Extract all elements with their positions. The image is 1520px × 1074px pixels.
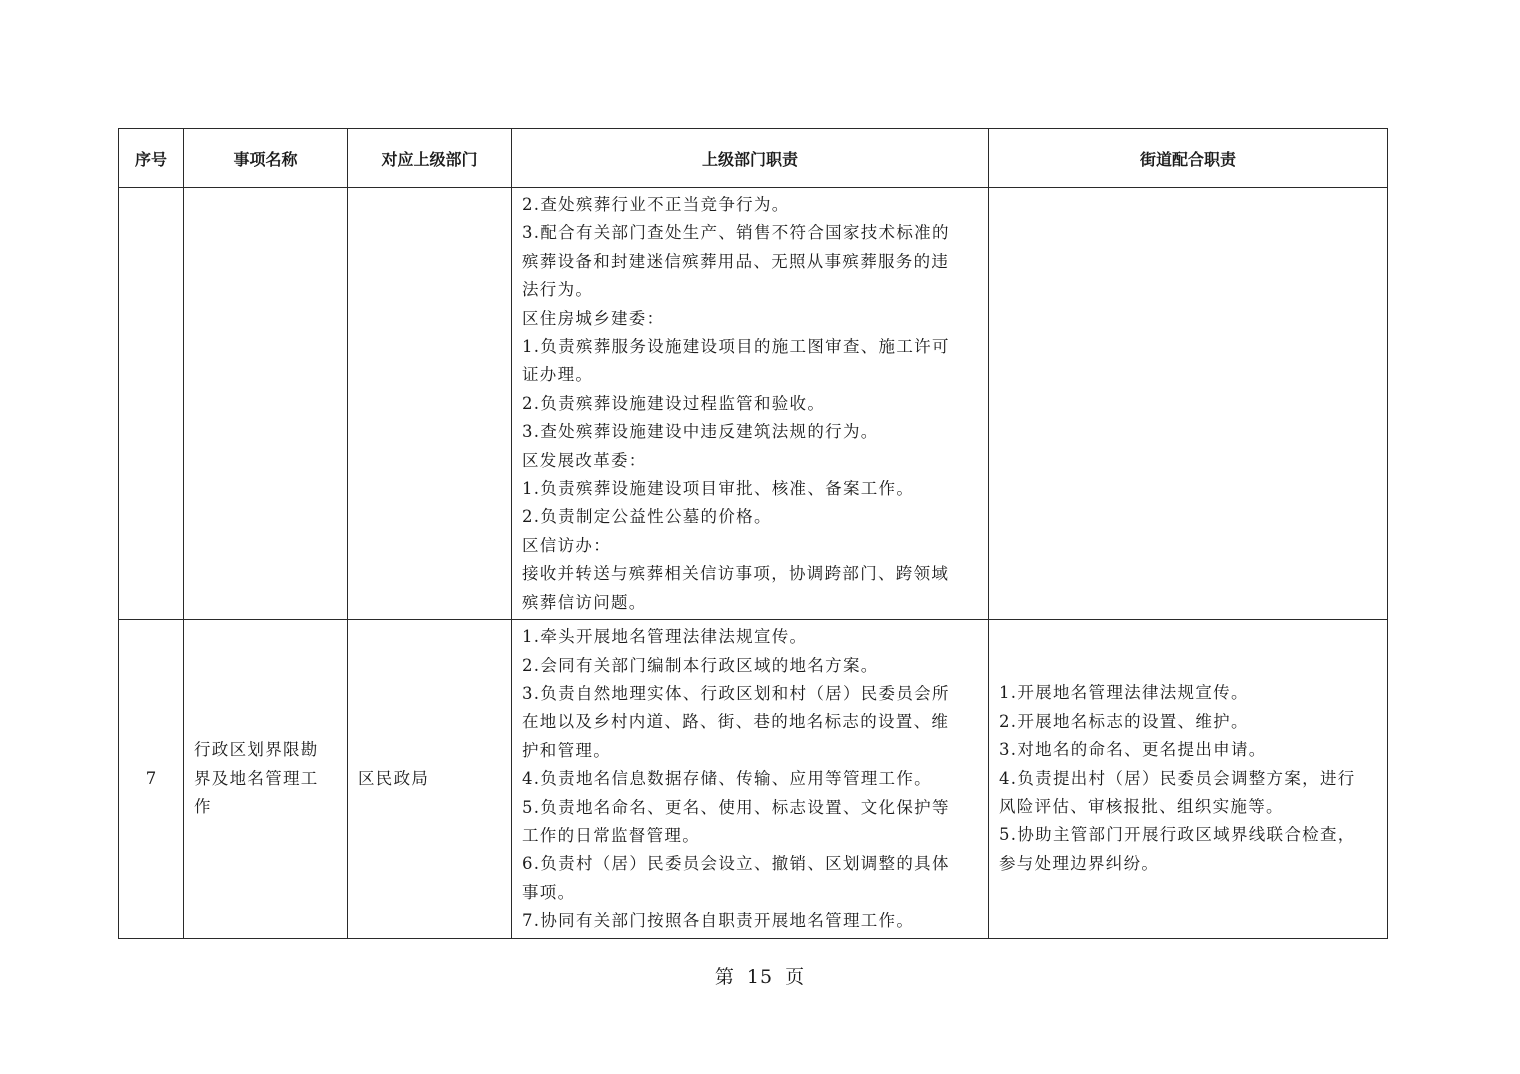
item-name-line: 行政区划界限勘 — [194, 740, 319, 760]
duty-line: 4.负责地名信息数据存储、传输、应用等管理工作。 — [522, 769, 932, 789]
duty-line: 2.负责制定公益性公墓的价格。 — [522, 507, 772, 527]
duty-line: 6.负责村（居）民委员会设立、撤销、区划调整的具体 — [522, 854, 950, 874]
duty-line: 2.会同有关部门编制本行政区域的地名方案。 — [522, 655, 879, 675]
header-seq: 序号 — [119, 129, 184, 188]
item-name-cell — [184, 620, 348, 938]
duty-line: 区发展改革委： — [522, 450, 647, 470]
seq-cell: 7 — [119, 620, 184, 938]
duty-line: 区信访办： — [522, 535, 611, 555]
seq-cell — [119, 188, 184, 620]
item-name-line: 作 — [194, 797, 212, 817]
page-number-value: 15 — [746, 966, 774, 988]
duties-lines — [512, 188, 988, 619]
duty-line: 区住房城乡建委： — [522, 308, 665, 328]
street-duty-line: 2.开展地名标志的设置、维护。 — [999, 711, 1249, 731]
header-item-name: 事项名称 — [184, 129, 348, 188]
street-duty-line: 风险评估、审核报批、组织实施等。 — [999, 797, 1284, 817]
duty-line: 殡葬设备和封建迷信殡葬用品、无照从事殡葬服务的违 — [522, 251, 950, 271]
duties-lines — [512, 620, 988, 937]
superior-dept-text: 区民政局 — [358, 768, 430, 788]
duty-line: 事项。 — [522, 882, 576, 902]
page-number — [0, 962, 1520, 989]
header-superior-duties: 上级部门职责 — [512, 129, 989, 188]
duty-line: 接收并转送与殡葬相关信访事项，协调跨部门、跨领域 — [522, 564, 950, 584]
superior-dept-cell — [348, 188, 512, 620]
item-name-cell — [184, 188, 348, 620]
page-number-suffix: 页 — [785, 966, 806, 988]
duty-line: 1.负责殡葬设施建设项目审批、核准、备案工作。 — [522, 479, 915, 499]
table-row — [119, 620, 1388, 938]
page-number-prefix: 第 — [714, 966, 735, 988]
street-duty-line: 5.协助主管部门开展行政区域界线联合检查， — [999, 825, 1356, 845]
duty-line: 护和管理。 — [522, 740, 611, 760]
duty-line: 3.负责自然地理实体、行政区划和村（居）民委员会所 — [522, 683, 950, 703]
duty-line: 3.配合有关部门查处生产、销售不符合国家技术标准的 — [522, 223, 950, 243]
street-duties-lines — [989, 679, 1387, 878]
street-duty-line: 参与处理边界纠纷。 — [999, 853, 1160, 873]
duty-line: 2.查处殡葬行业不正当竞争行为。 — [522, 195, 790, 214]
duty-line: 3.查处殡葬设施建设中违反建筑法规的行为。 — [522, 422, 879, 442]
item-name-line: 界及地名管理工 — [194, 768, 319, 788]
street-duty-line: 1.开展地名管理法律法规宣传。 — [999, 683, 1249, 703]
duty-line: 7.协同有关部门按照各自职责开展地名管理工作。 — [522, 911, 915, 931]
item-name-lines — [184, 736, 347, 821]
duty-line: 1.牵头开展地名管理法律法规宣传。 — [522, 627, 808, 647]
duty-line: 5.负责地名命名、更名、使用、标志设置、文化保护等 — [522, 797, 950, 817]
duties-table — [118, 128, 1388, 939]
superior-duties-cell — [512, 188, 989, 620]
superior-dept-cell — [348, 620, 512, 938]
street-duties-cell — [989, 620, 1388, 938]
street-duty-line: 4.负责提出村（居）民委员会调整方案，进行 — [999, 768, 1356, 788]
duty-line: 工作的日常监督管理。 — [522, 825, 700, 845]
street-duties-cell — [989, 188, 1388, 620]
header-superior-dept: 对应上级部门 — [348, 129, 512, 188]
duty-line: 殡葬信访问题。 — [522, 592, 647, 612]
duty-line: 1.负责殡葬服务设施建设项目的施工图审查、施工许可 — [522, 337, 950, 357]
duty-line: 法行为。 — [522, 280, 594, 300]
street-duty-line: 3.对地名的命名、更名提出申请。 — [999, 740, 1267, 760]
superior-duties-cell — [512, 620, 989, 938]
duty-line: 2.负责殡葬设施建设过程监管和验收。 — [522, 393, 826, 413]
header-street-duties: 街道配合职责 — [989, 129, 1388, 188]
duty-line: 证办理。 — [522, 365, 594, 385]
duty-line: 在地以及乡村内道、路、街、巷的地名标志的设置、维 — [522, 712, 950, 732]
table-header-row — [119, 129, 1388, 188]
table-row — [119, 188, 1388, 620]
